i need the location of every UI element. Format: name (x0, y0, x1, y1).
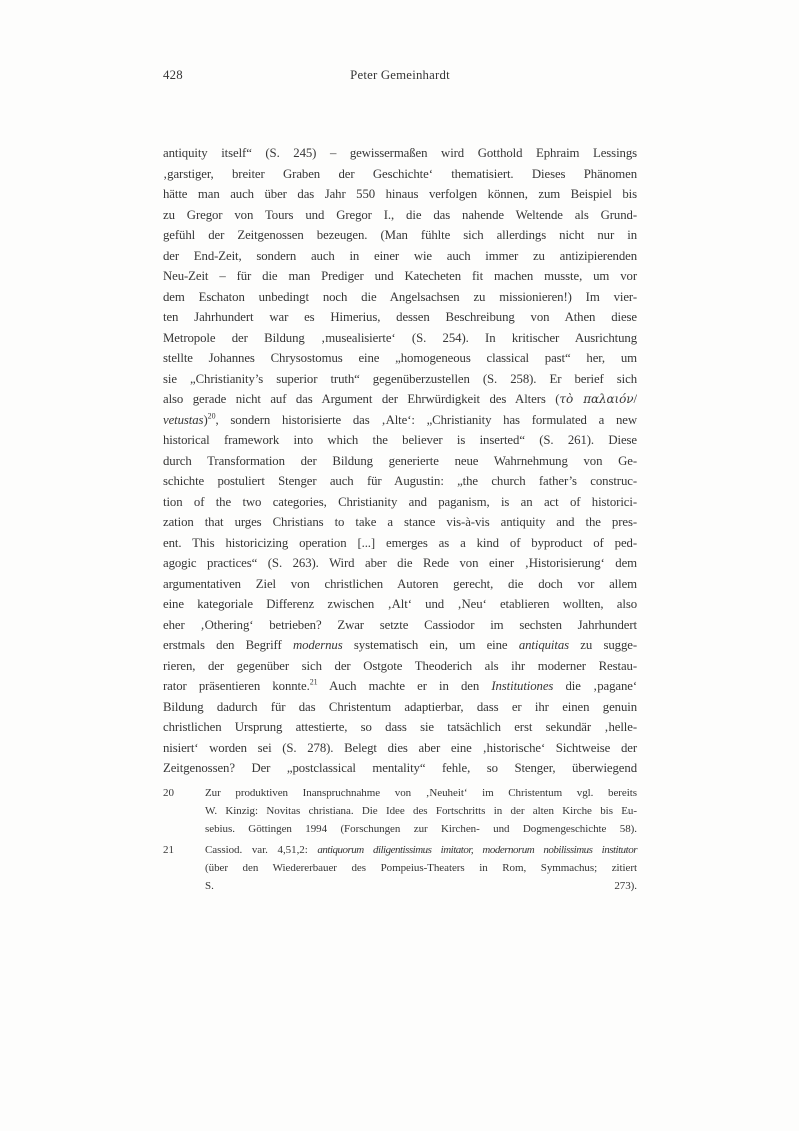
footnote-21 (163, 841, 637, 895)
footnotes-section (163, 784, 637, 898)
text-line: Neu-Zeit – für die man Prediger und Katecheten fit machen musste, um vor (163, 269, 637, 283)
text-line: W. Kinzig: Novitas christiana. Die Idee des Fortschritts in der alten Kirche bis Eu- (205, 805, 637, 817)
text-line: ‚garstiger, breiter Graben der Geschichte‘ thematisiert. Dieses Phänomen (163, 166, 637, 181)
text-line: christlichen Ursprung attestierte, so dass sie tatsächlich erst sekundär ‚helle- (163, 720, 637, 734)
text-line: durch Transformation der Bildung generierte neue Wahrnehmung von Ge- (163, 453, 637, 468)
text-line: stellte Johannes Chrysostomus eine „homogeneous classical past“ her, um (163, 351, 637, 365)
text-line: tion of the two categories, Christianity and paganism, is an act of historici- (163, 494, 637, 509)
text-line: Zeitgenossen? Der „postclassical mentality“ fehle, so Stenger, überwiegend (163, 761, 637, 775)
text-line: rieren, der gegenüber sich der Ostgote Theoderich als ihr moderner Restau- (163, 658, 637, 673)
text-line: historical framework into which the believer is inserted“ (S. 261). Diese (163, 433, 637, 447)
page-header (163, 68, 637, 86)
text-line: antiquity itself“ (S. 245) – gewissermaßen wird Gotthold Ephraim Lessings (163, 146, 637, 160)
text-line: Cassiod. var. 4,51,2: antiquorum diligentissimus imitator, modernorum nobilissimus institutor (205, 844, 637, 856)
page-number: 428 (163, 68, 183, 82)
footnote-number: 20 (163, 787, 174, 799)
text-line: der End-Zeit, sondern auch in einer wie auch immer zu antizipierenden (163, 248, 637, 263)
footnote-text (205, 841, 637, 895)
text-line: schichte postuliert Stenger auch für Augustin: „the church father’s construc- (163, 474, 637, 488)
text-line: eine kategoriale Differenz zwischen ‚Alt‘ und ‚Neu‘ etablieren wollten, also (163, 597, 637, 611)
text-line: also gerade nicht auf das Argument der Ehrwürdigkeit des Alters (τὸ παλαιόν/ (163, 392, 637, 406)
text-line: vetustas)$^{20}$, sondern historisierte das ‚Alte‘: „Christianity has formulated a new (163, 411, 637, 427)
text-line: ent. This historicizing operation [...] emerges as a kind of byproduct of ped- (163, 535, 637, 550)
text-line: zation that urges Christians to take a stance vis-à-vis antiquity and the pres- (163, 515, 637, 529)
text-line: erstmals den Begriff modernus systematisch ein, um eine antiquitas zu sugge- (163, 638, 638, 652)
text-line: hätte man auch über das Jahr 550 hinaus verfolgen können, zum Beispiel bis (163, 187, 637, 201)
footnote-text (205, 784, 637, 838)
text-line: zu Gregor von Tours und Gregor I., die das nahende Weltende als Grund- (163, 207, 637, 222)
text-line: argumentativen Ziel von christlichen Autoren gerecht, die doch vor allem (163, 576, 637, 591)
body-text (163, 143, 637, 779)
text-line: Bildung dadurch für das Christentum adaptierbar, dass er ihr einen genuin (163, 699, 637, 714)
text-line: S. 273). (205, 880, 637, 892)
text-line: Zur produktiven Inanspruchnahme von ‚Neuheit‘ im Christentum vgl. bereits (205, 787, 637, 799)
text-line: gefühl der Zeitgenossen bezeugen. (Man fühlte sich allerdings nicht nur in (163, 228, 637, 242)
running-head: Peter Gemeinhardt (350, 68, 450, 82)
text-line: ten Jahrhundert war es Himerius, dessen Beschreibung von Athen diese (163, 310, 637, 324)
text-line: Metropole der Bildung ‚musealisierte‘ (S. 254). In kritischer Ausrichtung (163, 330, 637, 345)
footnote-number: 21 (163, 844, 174, 856)
text-line: nisiert‘ worden sei (S. 278). Belegt dies aber eine ‚historische‘ Sichtweise der (163, 740, 637, 755)
text-line: eher ‚Othering‘ betrieben? Zwar setzte Cassiodor im sechsten Jahrhundert (163, 617, 637, 632)
text-line: sie „Christianity’s superior truth“ gegenüberzustellen (S. 258). Er berief sich (163, 371, 637, 386)
text-line: (über den Wiedererbauer des Pompeius-Theaters in Rom, Symmachus; zitiert (205, 862, 637, 874)
text-line: sebius. Göttingen 1994 (Forschungen zur Kirchen- und Dogmengeschichte 58). (205, 823, 637, 835)
text-line: rator präsentieren konnte.$^{21}$ Auch machte er in den Institutiones die ‚pagane‘ (163, 677, 637, 693)
text-line: agogic practices“ (S. 263). Wird aber die Rede von einer ‚Historisierung‘ dem (163, 556, 637, 570)
footnote-20 (163, 784, 637, 838)
text-line: dem Eschaton unbedingt noch die Angelsachsen zu missionieren!) Im vier- (163, 289, 637, 304)
